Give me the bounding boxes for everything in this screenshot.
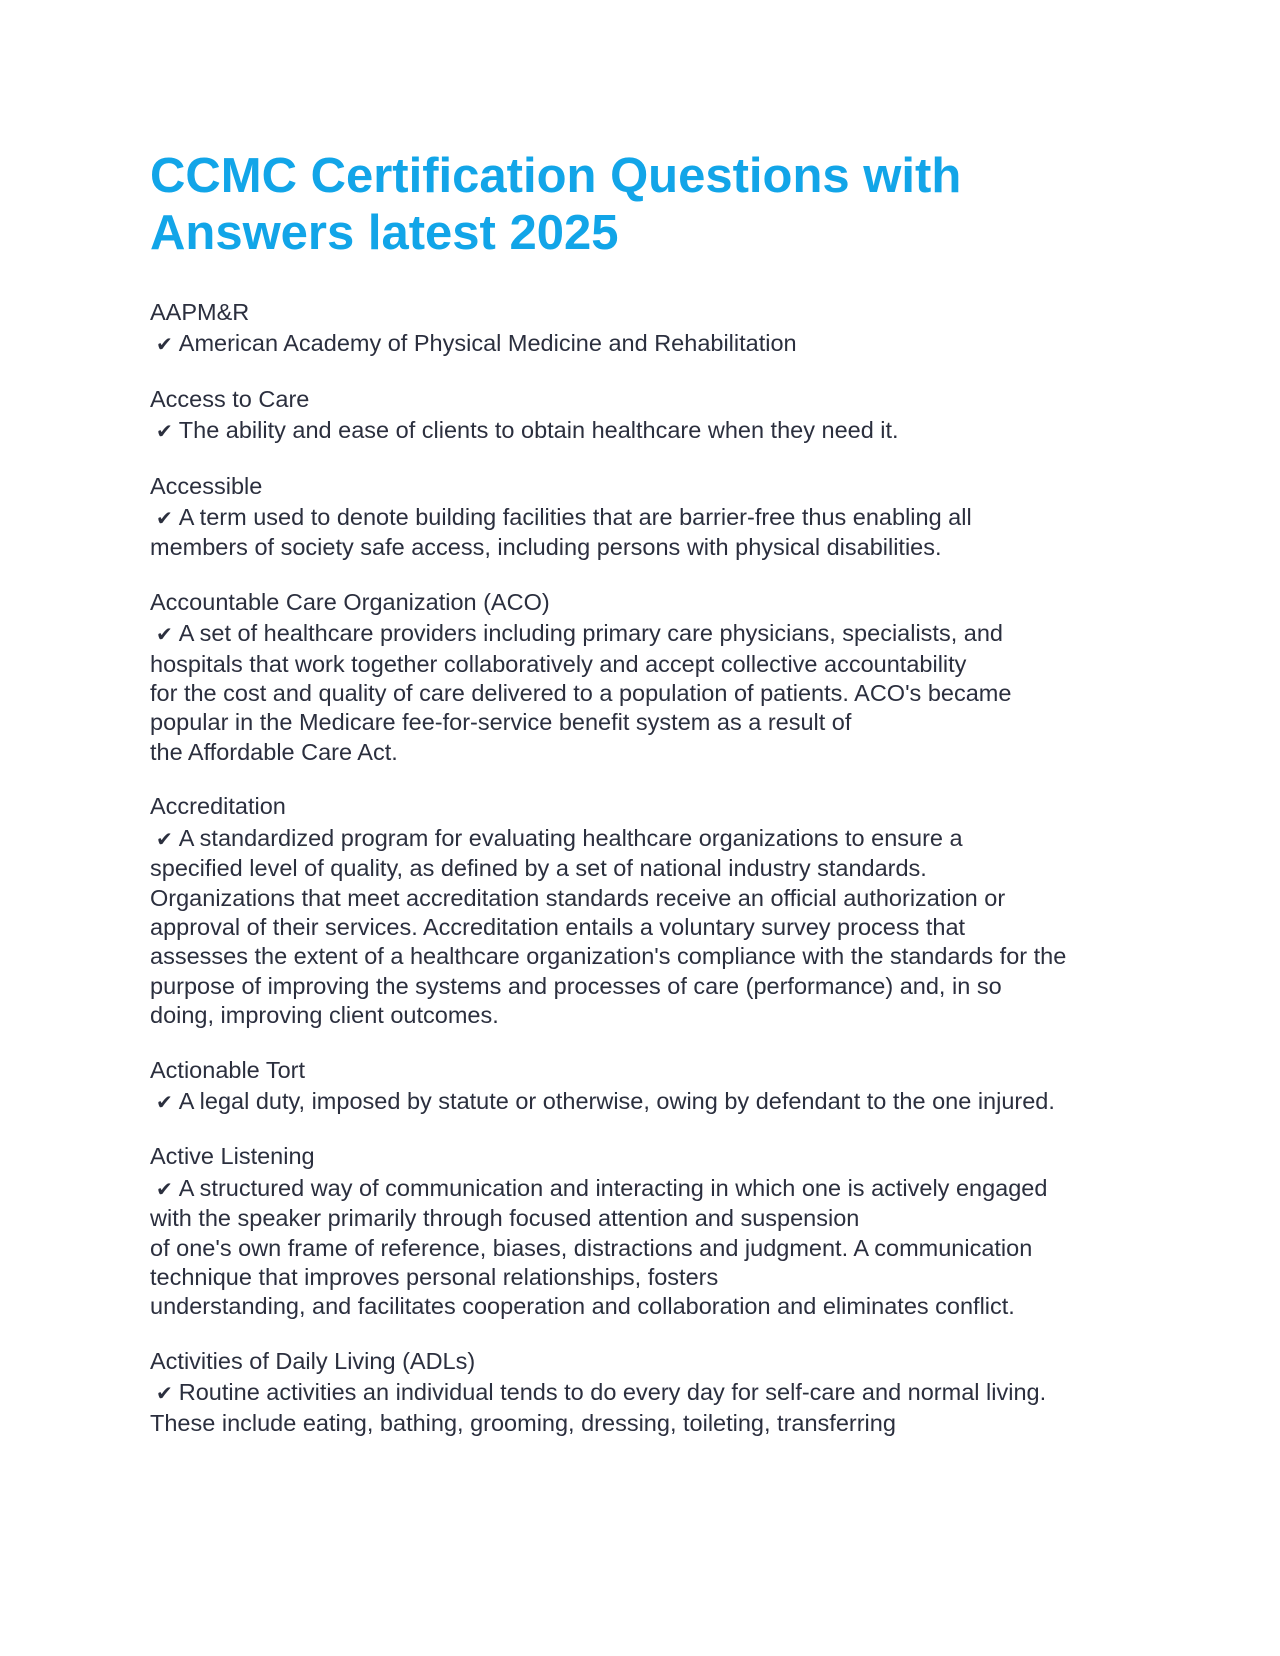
entry bbox=[150, 1056, 1140, 1118]
document-title: CCMC Certification Questions with Answers latest 2025 bbox=[150, 149, 962, 260]
checkmark-icon: ✔ bbox=[156, 419, 173, 444]
entry-term: Activities of Daily Living (ADLs) bbox=[150, 1347, 476, 1374]
entry-definition bbox=[150, 619, 1140, 767]
checkmark-icon: ✔ bbox=[156, 826, 173, 851]
checkmark-icon: ✔ bbox=[156, 1381, 173, 1406]
entry-definition bbox=[150, 1087, 1140, 1117]
entry-definition-text: American Academy of Physical Medicine and Rehabilitation bbox=[178, 330, 797, 357]
entry-definition-text: A standardized program for evaluating healthcare organizations to ensure a specified level of quality, as defined by a set of national industry standards. Organizations that meet accreditation standards receive an official authorization or approval of their services. Accreditation entails a voluntary survey process that assesses the extent of a healthcare organization's compliance with the standards for the purpose of improving the systems and processes of care (performance) and, in so doing, improving client outcomes. bbox=[150, 824, 1067, 1029]
entry bbox=[150, 588, 1140, 767]
entry-definition-text: Routine activities an individual tends to do every day for self-care and normal living. These include eating, bathing, grooming, dressing, toileting, transferring bbox=[150, 1379, 1047, 1436]
checkmark-icon: ✔ bbox=[156, 1089, 173, 1114]
entry-definition-text: A set of healthcare providers including primary care physicians, specialists, and hospitals that work together collaboratively and accept collective accountability for the cost and quality of care delivered to a population of patients. ACO's became popular in the Medicare fee-for-service benefit system as a result of the Affordable Care Act. bbox=[150, 620, 1012, 765]
entry-definition-text: A term used to denote building facilities that are barrier-free thus enabling all members of society safe access, including persons with physical disabilities. bbox=[150, 504, 972, 561]
entry-definition-text: The ability and ease of clients to obtain healthcare when they need it. bbox=[178, 417, 899, 444]
entry-definition-text: A legal duty, imposed by statute or otherwise, owing by defendant to the one injured. bbox=[178, 1087, 1055, 1114]
entry bbox=[150, 385, 1140, 447]
checkmark-icon: ✔ bbox=[156, 506, 173, 531]
entry-definition bbox=[150, 824, 1140, 1031]
entry bbox=[150, 792, 1140, 1030]
entry-list bbox=[150, 298, 1140, 1438]
entry-definition bbox=[150, 503, 1140, 563]
entry-term: Accreditation bbox=[150, 793, 286, 820]
entry-term: Active Listening bbox=[150, 1143, 315, 1170]
checkmark-icon: ✔ bbox=[156, 332, 173, 357]
entry-term: Access to Care bbox=[150, 385, 310, 412]
entry bbox=[150, 472, 1140, 563]
checkmark-icon: ✔ bbox=[156, 1176, 173, 1201]
entry-definition-text: A structured way of communication and interacting in which one is actively engaged with the speaker primarily through focused attention and suspension of one's own frame of reference, biases, distractions and judgment. A communication technique that improves personal relationships, fosters understanding, and facilitates cooperation and collaboration and eliminates conflict. bbox=[150, 1174, 1048, 1320]
entry-term: Accountable Care Organization (ACO) bbox=[150, 588, 550, 615]
entry bbox=[150, 1142, 1140, 1321]
entry-definition bbox=[150, 329, 1140, 359]
entry-term: AAPM&R bbox=[150, 299, 250, 325]
entry-definition bbox=[150, 416, 1140, 446]
checkmark-icon: ✔ bbox=[156, 622, 173, 647]
document-page bbox=[150, 148, 1140, 1463]
entry bbox=[150, 1347, 1140, 1438]
entry-definition bbox=[150, 1378, 1140, 1438]
entry-term: Accessible bbox=[150, 472, 263, 499]
entry-term: Actionable Tort bbox=[150, 1056, 306, 1083]
entry-definition bbox=[150, 1174, 1140, 1322]
entry bbox=[150, 298, 1140, 360]
